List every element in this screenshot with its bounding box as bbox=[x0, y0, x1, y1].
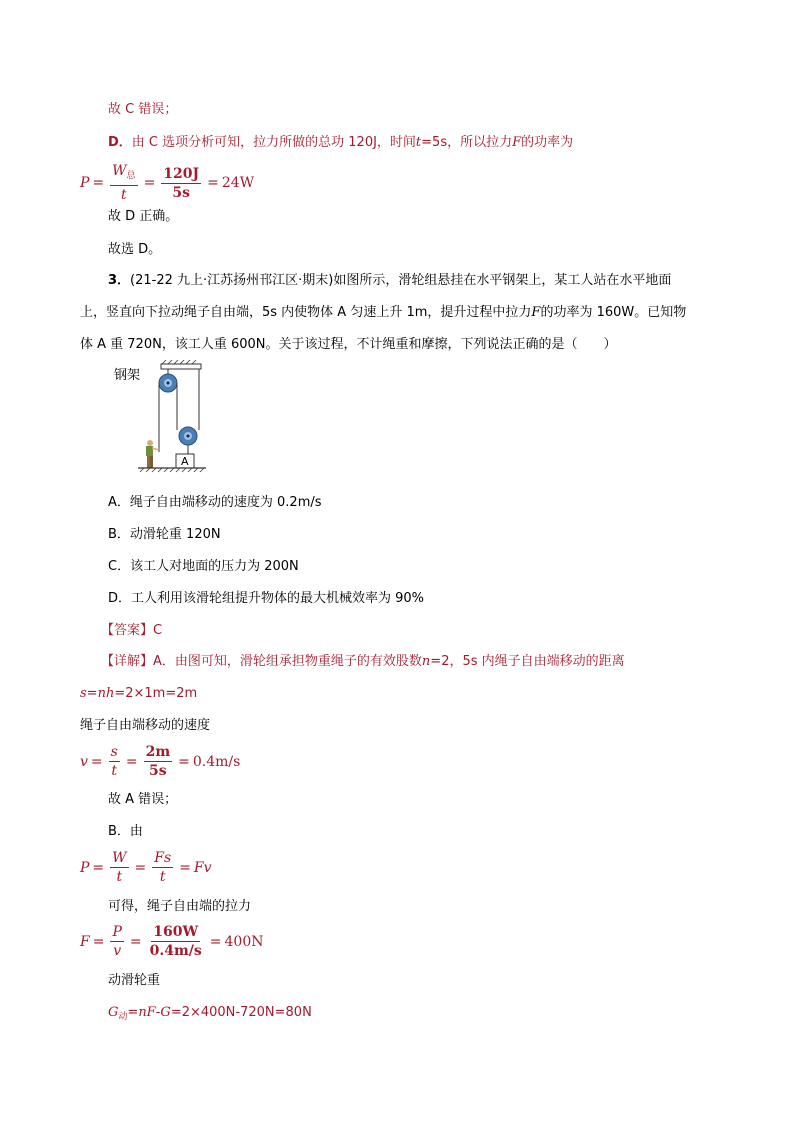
f-num2: 160W bbox=[153, 924, 199, 940]
d-text: 由 C 选项分析可知，拉力所做的总功 120J，时间 bbox=[131, 135, 416, 150]
p-lhs: P bbox=[80, 859, 90, 876]
fraction-160w bbox=[148, 924, 204, 959]
d-correct-text: 故 D 正确。 bbox=[108, 209, 179, 224]
detail-label: 【详解】 bbox=[101, 654, 154, 669]
formula-lhs: P bbox=[80, 175, 90, 191]
pulley-figure bbox=[110, 360, 220, 478]
force-formula: F = $\frac{P}{v}$ = $\frac{160W}{0.4m/s}$ = 400N bbox=[80, 924, 264, 959]
c-wrong-text: 故 C 错误； bbox=[108, 102, 178, 117]
v-den2: 5s bbox=[149, 763, 167, 779]
v-num2: 2m bbox=[145, 744, 171, 760]
d-t: t bbox=[415, 135, 422, 150]
p-den1: t bbox=[116, 869, 123, 885]
d-end: 的功率为 bbox=[521, 135, 574, 150]
p-result: Fv bbox=[193, 859, 212, 876]
d-F: F bbox=[512, 135, 522, 150]
v-den: t bbox=[111, 763, 118, 779]
question-3-line-2 bbox=[80, 304, 686, 322]
distance-equation bbox=[80, 685, 197, 703]
question-text-2-end: 的功率为 160W。已知物 bbox=[540, 305, 687, 320]
fraction-fs-t bbox=[152, 850, 173, 885]
frame-hatching bbox=[162, 360, 196, 364]
fraction-w-t-2 bbox=[110, 850, 128, 885]
f-den2: 0.4m/s bbox=[149, 943, 202, 959]
answer-label: 【答案】 bbox=[101, 623, 154, 638]
eq-s: s bbox=[80, 686, 87, 701]
v-lhs: v bbox=[80, 753, 88, 770]
g-dash: - bbox=[155, 1005, 161, 1020]
ground-hatching bbox=[140, 468, 204, 472]
frac-num-w: W bbox=[112, 163, 127, 179]
p-num1: W bbox=[112, 850, 127, 866]
g-symbol: G bbox=[108, 1005, 119, 1020]
option-b: B．动滑轮重 120N bbox=[108, 527, 221, 542]
answer-line bbox=[101, 622, 162, 640]
detail-a-line bbox=[101, 653, 625, 671]
block-label: A bbox=[181, 455, 189, 468]
v-num: s bbox=[110, 744, 118, 760]
speed-formula: v = $\frac{s}{t}$ = $\frac{2m}{5s}$ = 0.4m/s bbox=[80, 744, 241, 779]
formula-result: 24W bbox=[221, 175, 255, 191]
f-num1: P bbox=[112, 924, 122, 940]
option-a: A．绳子自由端移动的速度为 0.2m/s bbox=[108, 495, 322, 510]
g-symbol-2: G bbox=[160, 1005, 171, 1020]
question-3-line-1 bbox=[108, 272, 671, 290]
question-text-1: 如图所示，滑轮组悬挂在水平钢架上，某工人站在水平地面 bbox=[333, 273, 672, 288]
detail-a-text-2: =2，5s 内绳子自由端移动的距离 bbox=[430, 654, 625, 669]
power-formula: P = $\frac{W}{t}$ = $\frac{Fs}{t}$ = Fv bbox=[80, 850, 212, 885]
wheel-label: 动滑轮重 bbox=[108, 973, 161, 988]
speed-label: 绳子自由端移动的速度 bbox=[80, 718, 211, 733]
detail-a-n: n bbox=[421, 654, 431, 669]
question-F: F bbox=[531, 305, 541, 320]
p-den2: t bbox=[159, 869, 166, 885]
g-sub: 动 bbox=[118, 1012, 128, 1022]
v-result: 0.4m/s bbox=[192, 753, 241, 770]
fraction-s-t bbox=[109, 744, 120, 779]
eq-nh: nh bbox=[97, 686, 115, 701]
g-eq: = bbox=[127, 1005, 139, 1020]
frame-label: 钢架 bbox=[114, 368, 141, 383]
choose-d-text: 故选 D。 bbox=[108, 242, 162, 257]
power-formula-total: P = $\frac{W_总}{t}$ = $\frac{120J}{5s}$ = 24W bbox=[80, 163, 255, 203]
d-label: D． bbox=[108, 135, 132, 150]
b-label: B．由 bbox=[108, 824, 143, 839]
eq-rest: =2×1m=2m bbox=[114, 686, 198, 701]
option-d: D．工人利用该滑轮组提升物体的最大机械效率为 90% bbox=[108, 591, 425, 606]
option-c: C．该工人对地面的压力为 200N bbox=[108, 559, 299, 574]
detail-a-text: A．由图可知，滑轮组承担物重绳子的有效股数 bbox=[153, 654, 422, 669]
frac-den-t: t bbox=[121, 187, 127, 203]
a-wrong-text: 故 A 错误； bbox=[108, 792, 178, 807]
steel-frame bbox=[161, 364, 201, 369]
question-3-line-3: 体 A 重 720N，该工人重 600N。关于该过程，不计绳重和摩擦，下列说法正确的是（ ） bbox=[80, 337, 617, 352]
question-number: 3． bbox=[108, 273, 131, 288]
wheel-weight-equation bbox=[108, 1004, 312, 1026]
f-den1: v bbox=[113, 943, 122, 959]
p-num2: Fs bbox=[154, 850, 172, 866]
f-result: 400N bbox=[224, 933, 264, 950]
worker-icon bbox=[146, 440, 159, 468]
question-text-2: 上，竖直向下拉动绳子自由端，5s 内使物体 A 匀速上升 1m，提升过程中拉力 bbox=[80, 305, 532, 320]
fraction-p-v bbox=[110, 924, 123, 959]
fraction-2m-5s bbox=[144, 744, 173, 779]
frac-num-sub: 总 bbox=[126, 171, 136, 181]
question-source: (21-22 九上·江苏扬州邗江区·期末) bbox=[130, 273, 334, 288]
eq-equal: = bbox=[86, 686, 98, 701]
pull-label: 可得，绳子自由端的拉力 bbox=[108, 899, 252, 914]
fraction-values bbox=[161, 166, 201, 201]
g-rest: =2×400N-720N=80N bbox=[170, 1005, 312, 1020]
frac-den-5s: 5s bbox=[172, 184, 191, 201]
g-nf: nF bbox=[138, 1005, 156, 1020]
answer-value: C bbox=[153, 623, 163, 638]
d-t-val: =5s，所以拉力 bbox=[421, 135, 513, 150]
option-d-analysis bbox=[108, 134, 573, 152]
frac-num-120j: 120J bbox=[163, 165, 200, 182]
f-lhs: F bbox=[80, 933, 90, 950]
fraction-w-t bbox=[110, 163, 137, 203]
